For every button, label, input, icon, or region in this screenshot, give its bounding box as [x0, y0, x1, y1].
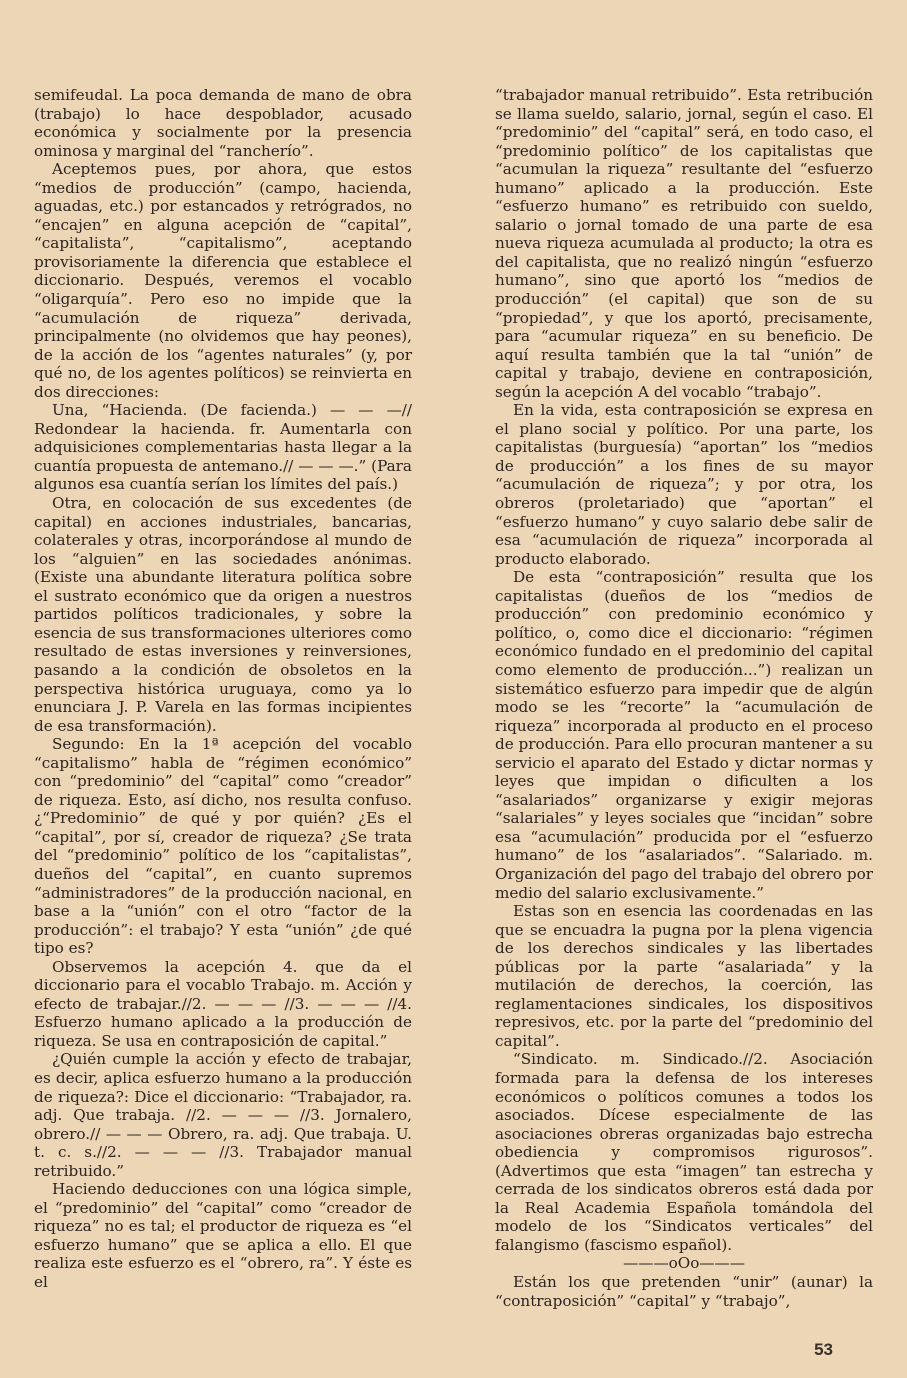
paragraph: En la vida, esta contraposición se expresa en el plano social y político. Por una parte, los capitalistas (burguesía) “aportan” los “medios de producción” a los fines de su mayor “acumulación de riqueza”; y por otra, los obreros (proletariado) que “aportan” el “esfuerzo humano” y cuyo salario debe salir de esa “acumulación de riqueza” incorporada al producto elaborado. [495, 401, 873, 568]
paragraph: ¿Quién cumple la acción y efecto de trabajar, es decir, aplica esfuerzo humano a la producción de riqueza?: Dice el diccionario: “Trabajador, ra. adj. Que trabaja. //2. — — — //3. Jornalero, obrero.// — — — Obrero, ra. adj. Que trabaja. U. t. c. s.//2. — — — //3. Trabajador manual retribuido.” [34, 1050, 412, 1180]
paragraph: Haciendo deducciones con una lógica simple, el “predominio” del “capital” como “creador de riqueza” no es tal; el productor de riqueza es “el esfuerzo humano” que se aplica a ello. El que realiza este esfuerzo es el “obrero, ra”. Y éste es el [34, 1180, 412, 1291]
paragraph: semifeudal. La poca demanda de mano de obra (trabajo) lo hace despoblador, acusado económica y socialmente por la presencia ominosa y marginal del “rancherío”. [34, 86, 412, 160]
paragraph: Están los que pretenden “unir” (aunar) la “contraposición” “capital” y “trabajo”, [495, 1273, 873, 1310]
paragraph: Estas son en esencia las coordenadas en las que se encuadra la pugna por la plena vigencia de los derechos sindicales y las libertades públicas por la parte “asalariada” y la mutilación de derechos, la coerción, las reglamentaciones sindicales, los dispositivos represivos, etc. por la parte del “predominio del capital”. [495, 902, 873, 1050]
paragraph: Una, “Hacienda. (De facienda.) — — —// Redondear la hacienda. fr. Aumentarla con adquisiciones complementarias hasta llegar a la cuantía propuesta de antemano.// — — —.” (Para algunos esa cuantía serían los límites del país.) [34, 401, 412, 494]
paragraph: Segundo: En la 1ª acepción del vocablo “capitalismo” habla de “régimen económico” con “predominio” del “capital” como “creador” de riqueza. Esto, así dicho, nos resulta confuso. ¿“Predominio” de qué y por quién? ¿Es el “capital”, por sí, creador de riqueza? ¿Se trata del “predominio” político de los “capitalistas”, dueños del “capital”, en cuanto supremos “administradores” de la producción nacional, en base a la “unión” con el otro “factor de la producción”: el trabajo? Y esta “unión” ¿de qué tipo es? [34, 735, 412, 958]
paragraph: Observemos la acepción 4. que da el diccionario para el vocablo Trabajo. m. Acción y efecto de trabajar.//2. — — — //3. — — — //4. Esfuerzo humano aplicado a la producción de riqueza. Se usa en contraposición de capital.” [34, 957, 412, 1050]
left-column [34, 86, 412, 1310]
paragraph: “Sindicato. m. Sindicado.//2. Asociación formada para la defensa de los intereses económicos o políticos comunes a todos los asociados. Dícese especialmente de las asociaciones obreras organizadas bajo estrecha obediencia y compromisos rigurosos”. (Advertimos que esta “imagen” tan estrecha y cerrada de los sindicatos obreros está dada por la Real Academia Española tomándola del modelo de los “Sindicatos verticales” del falangismo (fascismo español). [495, 1050, 873, 1254]
paragraph: “trabajador manual retribuido”. Esta retribución se llama sueldo, salario, jornal, según el caso. El “predominio” del “capital” será, en todo caso, el “predominio político” de los capitalistas que “acumulan la riqueza” resultante del “esfuerzo humano” aplicado a la producción. Este “esfuerzo humano” es retribuido con sueldo, salario o jornal tomado de una parte de esa nueva riqueza acumulada al producto; la otra es del capitalista, que no realizó ningún “esfuerzo humano”, sino que aportó los “medios de producción” (el capital) que son de su “propiedad”, y que los aportó, precisamente, para “acumular riqueza” en su beneficio. De aquí resulta también que la tal “unión” de capital y trabajo, deviene en contraposición, según la acepción A del vocablo “trabajo”. [495, 86, 873, 401]
page-number: 53 [814, 1340, 833, 1359]
text-columns [34, 86, 873, 1310]
right-column [495, 86, 873, 1310]
section-separator: ———oOo——— [623, 1254, 745, 1273]
paragraph: Otra, en colocación de sus excedentes (de capital) en acciones industriales, bancarias, colaterales y otras, incorporándose al mundo de los “alguien” en las sociedades anónimas. (Existe una abundante literatura política sobre el sustrato económico que da origen a nuestros partidos políticos tradicionales, y sobre la esencia de sus transformaciones ulteriores como resultado de estas inversiones y reinversiones, pasando a la condición de obsoletos en la perspectiva histórica uruguaya, como ya lo enunciara J. P. Varela en las formas incipientes de esa transformación). [34, 494, 412, 735]
paragraph: Aceptemos pues, por ahora, que estos “medios de producción” (campo, hacienda, aguadas, etc.) por estancados y retrógrados, no “encajen” en alguna acepción de “capital”, “capitalista”, “capitalismo”, aceptando provisoriamente la diferencia que establece el diccionario. Después, veremos el vocablo “oligarquía”. Pero eso no impide que la “acumulación de riqueza” derivada, principalmente (no olvidemos que hay peones), de la acción de los “agentes naturales” (y, por qué no, de los agentes políticos) se reinvierta en dos direcciones: [34, 160, 412, 401]
paragraph: De esta “contraposición” resulta que los capitalistas (dueños de los “medios de producción” con predominio económico y político, o, como dice el diccionario: “régimen económico fundado en el predominio del capital como elemento de producción...”) realizan un sistemático esfuerzo para impedir que de algún modo se les “recorte” la “acumulación de riqueza” incorporada al producto en el proceso de producción. Para ello procuran mantener a su servicio el aparato del Estado y dictar normas y leyes que impidan o dificulten a los “asalariados” organizarse y exigir mejoras “salariales” y leyes sociales que “incidan” sobre esa “acumulación” producida por el “esfuerzo humano” de los “asalariados”. “Salariado. m. Organización del pago del trabajo del obrero por medio del salario exclusivamente.” [495, 568, 874, 902]
